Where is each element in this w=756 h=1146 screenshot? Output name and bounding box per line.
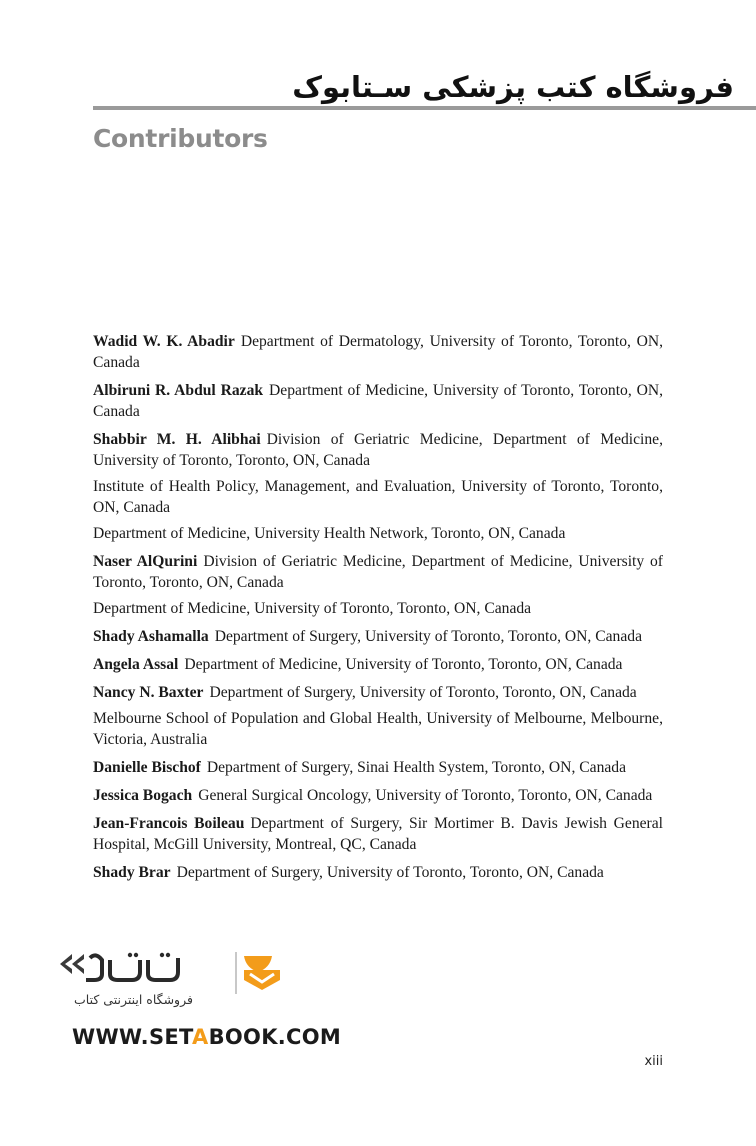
contributor-name: Shady Brar [93, 864, 171, 881]
affiliation-text: Department of Dermatology, University of Toronto, Toronto, ON, Canada [93, 333, 663, 371]
contributor-affiliation [93, 476, 663, 518]
affiliation-text: Institute of Health Policy, Management, and Evaluation, University of Toronto, Toronto, ON, Canada [93, 478, 663, 516]
contributor-affiliation [93, 654, 663, 675]
affiliation-text: Department of Surgery, University of Toronto, Toronto, ON, Canada [176, 864, 604, 881]
contributor-entry [93, 626, 663, 647]
page-number: xiii [644, 1054, 663, 1069]
contributor-entry [93, 551, 663, 619]
contributor-entry [93, 785, 663, 806]
contributor-name: Jean-Francois Boileau [93, 815, 245, 832]
contributor-affiliation [93, 708, 663, 750]
header-title: فروشگاه کتب پزشکی سـتابوک [292, 70, 734, 104]
contributor-affiliation [93, 380, 663, 422]
watermark-url-suffix: BOOK.COM [208, 1025, 342, 1049]
contributor-entry [93, 682, 663, 750]
contributor-entry [93, 380, 663, 422]
contributor-affiliation [93, 682, 663, 703]
contributor-entry [93, 757, 663, 778]
contributor-affiliation [93, 551, 663, 593]
contributor-name: Naser AlQurini [93, 553, 198, 570]
watermark-url-prefix: WWW.SET [72, 1025, 193, 1049]
affiliation-text: Department of Medicine, University of Toronto, Toronto, ON, Canada [93, 600, 532, 617]
contributor-affiliation [93, 813, 663, 855]
contributor-entry [93, 813, 663, 855]
contributor-name: Albiruni R. Abdul Razak [93, 382, 264, 399]
contributor-affiliation [93, 626, 663, 647]
affiliation-text: Department of Medicine, University of Toronto, Toronto, ON, Canada [184, 656, 623, 673]
contributor-name: Jessica Bogach [93, 787, 193, 804]
affiliation-text: Department of Surgery, Sir Mortimer B. Davis Jewish General Hospital, McGill University, Montreal, QC, Canada [93, 815, 663, 853]
header-rule [93, 106, 756, 110]
contributor-name: Angela Assal [93, 656, 179, 673]
contributor-affiliation [93, 429, 663, 471]
page-heading: Contributors [93, 124, 268, 153]
watermark-url[interactable] [72, 1025, 341, 1049]
setabook-watermark [58, 950, 388, 1060]
contributor-entry [93, 654, 663, 675]
contributor-name: Wadid W. K. Abadir [93, 333, 235, 350]
contributor-affiliation [93, 757, 663, 778]
contributor-entry [93, 429, 663, 544]
affiliation-text: Department of Surgery, Sinai Health System, Toronto, ON, Canada [206, 759, 627, 776]
affiliation-text: Department of Surgery, University of Toronto, Toronto, ON, Canada [214, 628, 642, 645]
setabook-logo-icon [58, 950, 328, 995]
watermark-url-accent: A [192, 1025, 209, 1049]
contributor-affiliation [93, 785, 663, 806]
contributor-name: Shabbir M. H. Alibhai [93, 431, 261, 448]
contributor-name: Nancy N. Baxter [93, 684, 204, 701]
affiliation-text: Department of Surgery, University of Toronto, Toronto, ON, Canada [209, 684, 637, 701]
affiliation-text: Department of Medicine, University of Toronto, Toronto, ON, Canada [93, 382, 663, 420]
contributor-affiliation [93, 331, 663, 373]
contributor-list [93, 331, 663, 890]
affiliation-text: Department of Medicine, University Health Network, Toronto, ON, Canada [93, 525, 566, 542]
contributor-entry [93, 331, 663, 373]
watermark-tagline: فروشگاه اینترنتی کتاب [74, 992, 193, 1007]
contributor-entry [93, 862, 663, 883]
contributor-name: Danielle Bischof [93, 759, 201, 776]
affiliation-text: Division of Geriatric Medicine, Department of Medicine, University of Toronto, Toronto, ON, Canada [93, 431, 663, 469]
contributor-affiliation [93, 598, 663, 619]
affiliation-text: General Surgical Oncology, University of Toronto, Toronto, ON, Canada [198, 787, 653, 804]
contributor-name: Shady Ashamalla [93, 628, 209, 645]
contributor-affiliation [93, 862, 663, 883]
contributor-affiliation [93, 523, 663, 544]
affiliation-text: Division of Geriatric Medicine, Department of Medicine, University of Toronto, Toronto, ON, Canada [93, 553, 663, 591]
affiliation-text: Melbourne School of Population and Global Health, University of Melbourne, Melbourne, Victoria, Australia [93, 710, 663, 748]
